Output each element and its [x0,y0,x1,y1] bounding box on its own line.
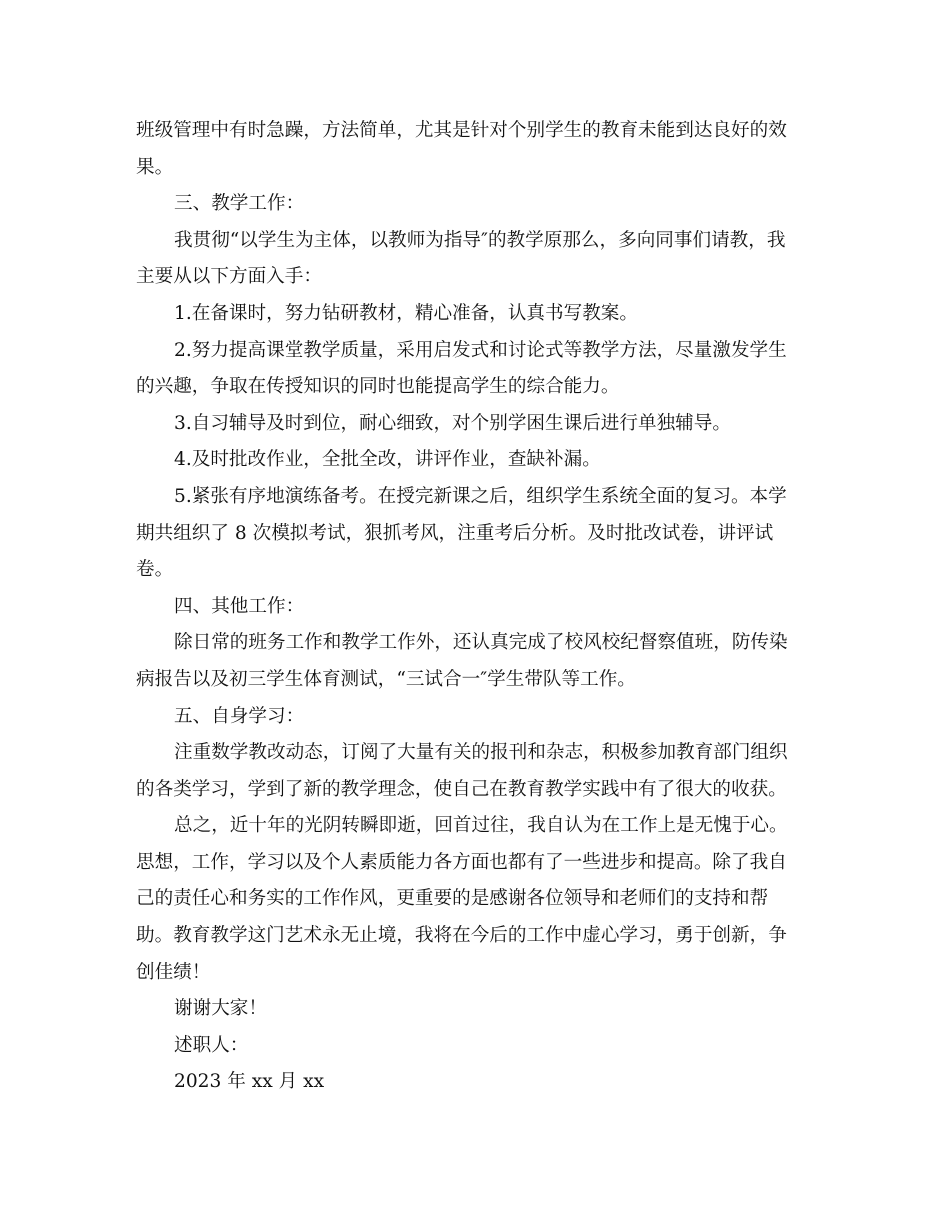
list-item-2-continued: 的兴趣，争取在传授知识的同时也能提高学生的综合能力。 [136,376,620,398]
text-line-self-study-continued: 的各类学习，学到了新的教学理念，使自己在教育教学实践中有了很大的收获。 [136,778,787,800]
summary-paragraph-line-4: 助。教育教学这门艺术永无止境，我将在今后的工作中虚心学习，勇于创新，争 [136,925,787,947]
list-item-5-end: 卷。 [136,559,174,581]
list-item-1: 1.在备课时，努力钻研教材，精心准备，认真书写教案。 [174,302,638,324]
text-line-2: 果。 [136,156,174,178]
thanks-line: 谢谢大家！ [174,998,267,1020]
list-item-3: 3.自习辅导及时到位，耐心细致，对个别学困生课后进行单独辅导。 [174,412,731,434]
summary-paragraph-line-5: 创佳绩！ [136,961,211,983]
signature-label: 述职人： [174,1034,249,1056]
summary-paragraph-line-2: 思想，工作，学习以及个人素质能力各方面也都有了一些进步和提高。除了我自 [136,851,787,873]
text-line-5: 主要从以下方面入手： [136,266,322,288]
list-item-2: 2.努力提高课堂教学质量，采用启发式和讨论式等教学方法，尽量激发学生 [174,339,787,361]
text-line-other-work-continued: 病报告以及初三学生体育测试，“三试合一″学生带队等工作。 [136,668,636,690]
text-line-1: 班级管理中有时急躁，方法简单，尤其是针对个别学生的教育未能到达良好的效 [136,120,787,141]
list-item-5: 5.紧张有序地演练备考。在授完新课之后，组织学生系统全面的复习。本学 [174,485,787,507]
text-line-4: 我贯彻“以学生为主体，以教师为指导″的教学原那么，多向同事们请教，我 [174,229,786,251]
list-item-4: 4.及时批改作业，全批全改，讲评作业，查缺补漏。 [174,449,601,471]
section-heading-teaching: 三、教学工作： [174,193,305,215]
section-heading-self-study: 五、自身学习： [174,705,305,727]
list-item-5-continued: 期共组织了 8 次模拟考试，狠抓考风，注重考后分析。及时批改试卷，讲评试 [136,522,774,544]
date-line: 2023 年 xx 月 xx [174,1071,325,1093]
section-heading-other-work: 四、其他工作： [174,595,305,617]
text-line-other-work: 除日常的班务工作和教学工作外，还认真完成了校风校纪督察值班，防传染 [174,632,788,654]
document-body [136,113,808,1101]
summary-paragraph-line-1: 总之，近十年的光阴转瞬即逝，回首过往，我自认为在工作上是无愧于心。 [174,815,788,837]
text-line-self-study: 注重数学教改动态，订阅了大量有关的报刊和杂志，积极参加教育部门组织 [174,742,788,764]
summary-paragraph-line-3: 己的责任心和务实的工作作风，更重要的是感谢各位领导和老师们的支持和帮 [136,888,769,910]
